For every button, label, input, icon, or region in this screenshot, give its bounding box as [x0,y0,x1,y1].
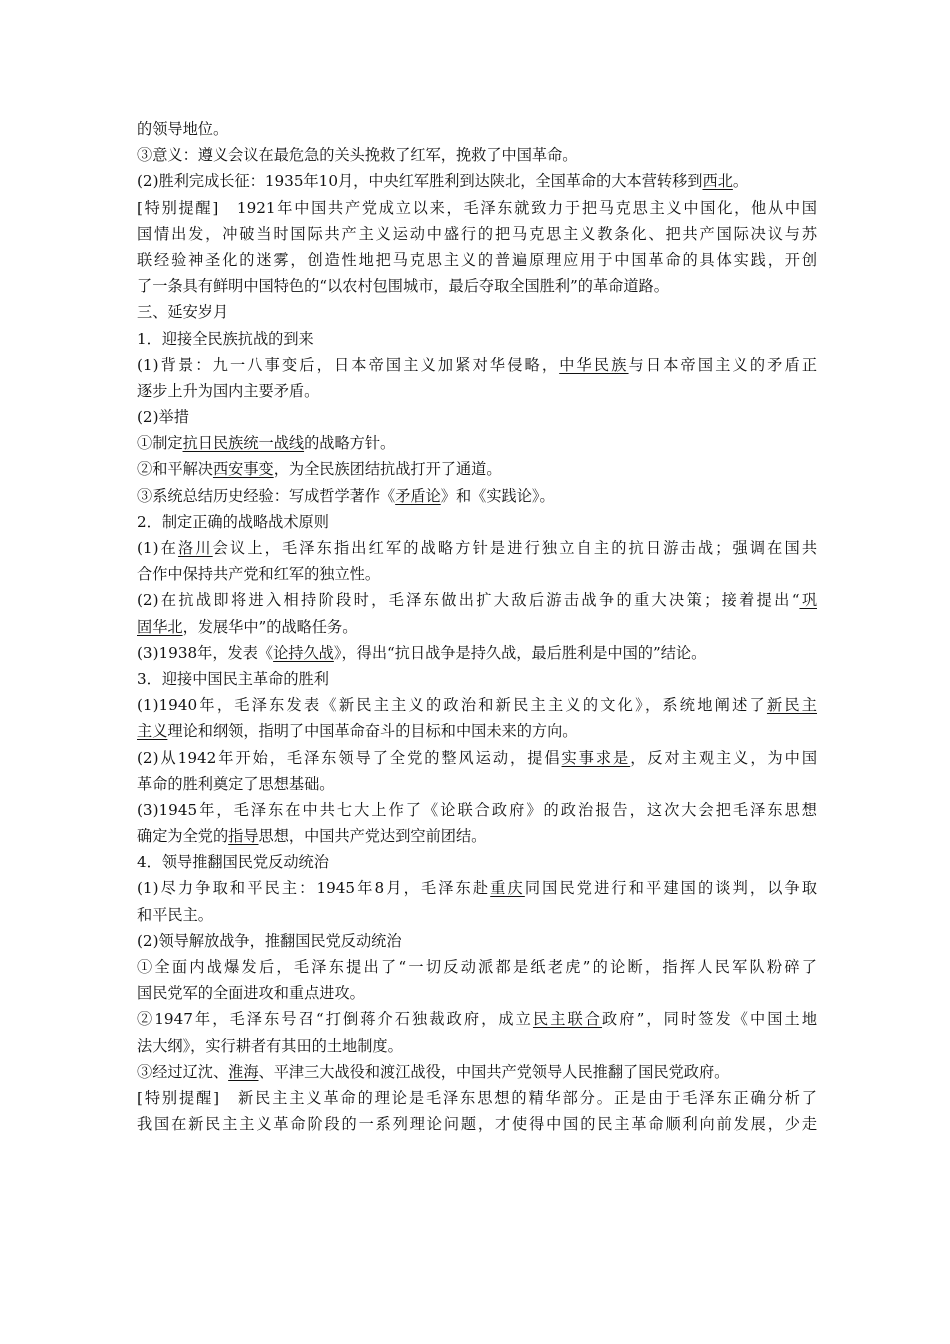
text-line [137,666,817,692]
text-segment: 政府”，同时签发《中国土地 [602,1010,817,1029]
underlined-term: 巩 [799,591,817,610]
text-segment: 三、延安岁月 [137,303,229,322]
underlined-term: 论持久战 [273,643,334,662]
text-segment: ，反对主观主义，为中国 [630,748,817,767]
text-segment: [特别提醒] 新民主主义革命的理论是毛泽东思想的精华部分。正是由于毛泽东正确分析了 [137,1088,817,1107]
text-line [137,247,817,273]
text-segment: ，发展华中”的战略任务。 [182,617,358,636]
text-line [137,980,817,1006]
text-line [137,535,817,561]
text-line [137,378,817,404]
text-segment: 思想，中国共产党达到空前团结。 [258,827,487,846]
text-segment: ，为全民族团结抗战打开了通道。 [273,460,502,479]
text-segment: 、平津三大战役和渡江战役，中国共产党领导人民推翻了国民党政府。 [258,1062,730,1081]
text-segment: 》和《实践论》。 [440,486,555,505]
text-segment: ③系统总结历史经验：写成哲学著作《 [137,486,396,505]
text-line [137,954,817,980]
text-segment: 的领导地位。 [137,120,229,138]
text-line [137,745,817,771]
text-segment: 我国在新民主主义革命阶段的一系列理论问题，才使得中国的民主革命顺利向前发展，少走 [137,1115,817,1134]
text-line [137,116,817,142]
document-body [137,116,817,1137]
text-line [137,326,817,352]
underlined-term: 淮海 [228,1062,259,1081]
text-line [137,614,817,640]
underlined-term: 抗日民族统一战线 [182,434,305,453]
text-segment: 国情出发，冲破当时国际共产主义运动中盛行的把马克思主义教条化、把共产国际决议与苏 [137,224,817,243]
text-line [137,692,817,718]
text-segment: ③意义：遵义会议在最危急的关头挽救了红军，挽救了中国革命。 [137,146,578,165]
text-segment: (2)领导解放战争，推翻国民党反动统治 [137,931,402,950]
text-segment: 联经验神圣化的迷雾，创造性地把马克思主义的普遍原理应用于中国革命的具体实践，开创 [137,250,817,269]
text-line [137,273,817,299]
text-line [137,587,817,613]
text-line [137,561,817,587]
text-segment: (1)尽力争取和平民主：1945年8月，毛泽东赴 [137,879,491,898]
text-segment: ①全面内战爆发后，毛泽东提出了“一切反动派都是纸老虎”的论断，指挥人民军队粉碎了 [137,958,817,976]
text-segment: (2)胜利完成长征：1935年10月，中央红军胜利到达陕北，全国革命的大本营转移到 [137,172,703,191]
text-segment: 了一条具有鲜明中国特色的“以农村包围城市，最后夺取全国胜利”的革命道路。 [137,277,669,296]
text-line [137,1085,817,1111]
text-line [137,142,817,168]
text-line [137,299,817,325]
text-line [137,902,817,928]
text-line [137,875,817,901]
text-line [137,352,817,378]
text-segment: 确定为全党的 [137,827,229,846]
text-segment: ①制定 [137,434,183,453]
text-segment: 2．制定正确的战略战术原则 [137,512,329,531]
text-segment: 和平民主。 [137,905,213,924]
text-segment: 革命的胜利奠定了思想基础。 [137,774,335,793]
underlined-term: 固华北 [137,617,183,636]
text-segment: 会议上，毛泽东指出红军的战略方针是进行独立自主的抗日游击战；强调在国共 [212,539,817,557]
text-segment: (3)1938年，发表《 [137,643,274,662]
text-line [137,1111,817,1137]
text-segment: 合作中保持共产党和红军的独立性。 [137,565,380,584]
text-segment: 1．迎接全民族抗战的到来 [137,329,314,348]
underlined-term: 洛川 [177,539,213,557]
underlined-term: 民主联合 [532,1010,603,1029]
text-line [137,430,817,456]
text-segment: (1)背景：九一八事变后，日本帝国主义加紧对华侵略， [137,355,560,374]
text-segment: (3)1945年，毛泽东在中共七大上作了《论联合政府》的政治报告，这次大会把毛泽东思想 [137,800,817,819]
underlined-term: 主义 [137,722,168,741]
underlined-term: 中华民族 [559,355,629,374]
text-line [137,221,817,247]
text-segment: ③经过辽沈、 [137,1062,229,1081]
text-line [137,823,817,849]
text-line [137,456,817,482]
text-line [137,1006,817,1032]
text-line [137,849,817,875]
text-segment: 与日本帝国主义的矛盾正 [628,355,817,374]
text-line [137,1059,817,1085]
text-line [137,195,817,221]
underlined-term: 重庆 [490,879,525,898]
text-segment: 4．领导推翻国民党反动统治 [137,853,329,872]
text-segment: ②1947年，毛泽东号召“打倒蒋介石独裁政府，成立 [137,1010,533,1029]
text-line [137,640,817,666]
text-segment: 国民党军的全面进攻和重点进攻。 [137,984,365,1003]
text-line [137,509,817,535]
underlined-term: 矛盾论 [395,486,441,505]
text-line [137,1033,817,1059]
text-line [137,168,817,194]
text-segment: 》，得出“抗日战争是持久战，最后胜利是中国的”结论。 [333,643,707,662]
text-line [137,483,817,509]
text-line [137,928,817,954]
text-segment: (2)从1942年开始，毛泽东领导了全党的整风运动，提倡 [137,748,562,767]
text-line [137,404,817,430]
underlined-term: 新民主 [766,696,817,715]
text-segment: [特别提醒] 1921年中国共产党成立以来，毛泽东就致力于把马克思主义中国化，他从中国 [137,198,817,217]
text-segment: 3．迎接中国民主革命的胜利 [137,669,329,688]
underlined-term: 指导 [228,827,259,846]
text-segment: 同国民党进行和平建国的谈判，以争取 [524,879,817,898]
text-segment: 。 [732,172,749,191]
underlined-term: 西北 [702,172,733,191]
text-line [137,797,817,823]
text-segment: 的战略方针。 [304,434,396,453]
text-segment: (1)1940年，毛泽东发表《新民主主义的政治和新民主主义的文化》，系统地阐述了 [137,696,767,715]
text-segment: (1)在 [137,539,178,557]
text-segment: (2)在抗战即将进入相持阶段时，毛泽东做出扩大敌后游击战争的重大决策；接着提出“ [137,591,800,610]
text-segment: 逐步上升为国内主要矛盾。 [137,381,320,400]
underlined-term: 西安事变 [212,460,274,479]
underlined-term: 实事求是 [561,748,631,767]
text-line [137,771,817,797]
text-segment: 法大纲》，实行耕者有其田的土地制度。 [137,1036,403,1055]
text-segment: 理论和纲领，指明了中国革命奋斗的目标和中国未来的方向。 [167,722,578,741]
text-segment: (2)举措 [137,408,189,427]
text-line [137,718,817,744]
text-segment: ②和平解决 [137,460,213,479]
